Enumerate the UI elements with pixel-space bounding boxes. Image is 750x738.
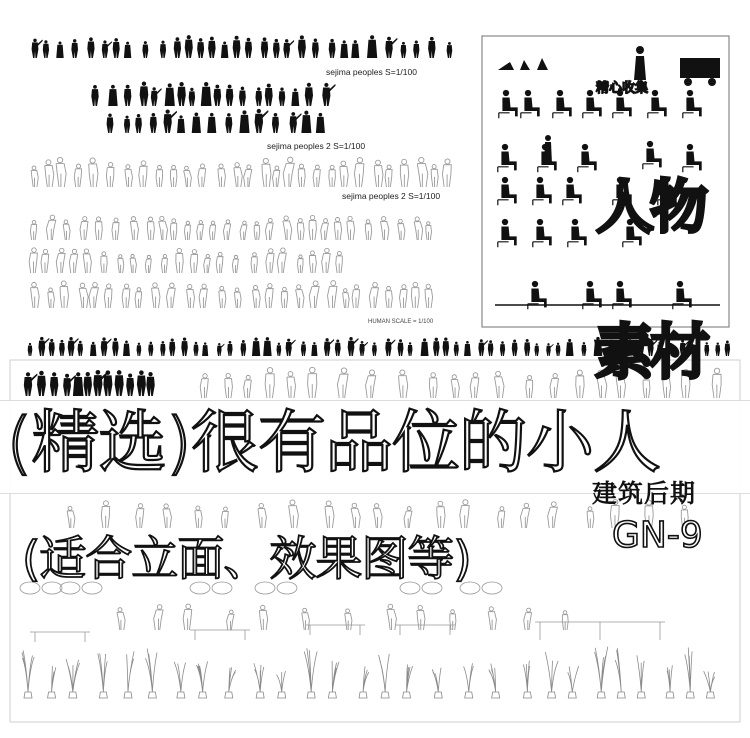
subtitle: (适合立面、效果图等) — [22, 532, 471, 587]
potted-plant-row — [22, 647, 715, 698]
product-code: GN-9 — [612, 515, 703, 556]
caption-sejima-peoples-2b: sejima peoples 2 S=1/100 — [342, 191, 441, 201]
caption-human-scale: HUMAN SCALE = 1/100 — [368, 319, 434, 325]
furniture-outlines — [20, 582, 665, 642]
caption-sejima-peoples-2a: sejima peoples 2 S=1/100 — [267, 141, 366, 151]
main-title: (精选)很有品位的小人 — [6, 404, 661, 483]
title-sucai: 素材 — [594, 318, 706, 388]
collection-label: 精心收集 — [596, 81, 649, 96]
title-jianzhu: 建筑后期 — [592, 479, 697, 508]
caption-sejima-peoples: sejima peoples S=1/100 — [326, 67, 417, 77]
title-renwu: 人物 — [596, 173, 705, 241]
